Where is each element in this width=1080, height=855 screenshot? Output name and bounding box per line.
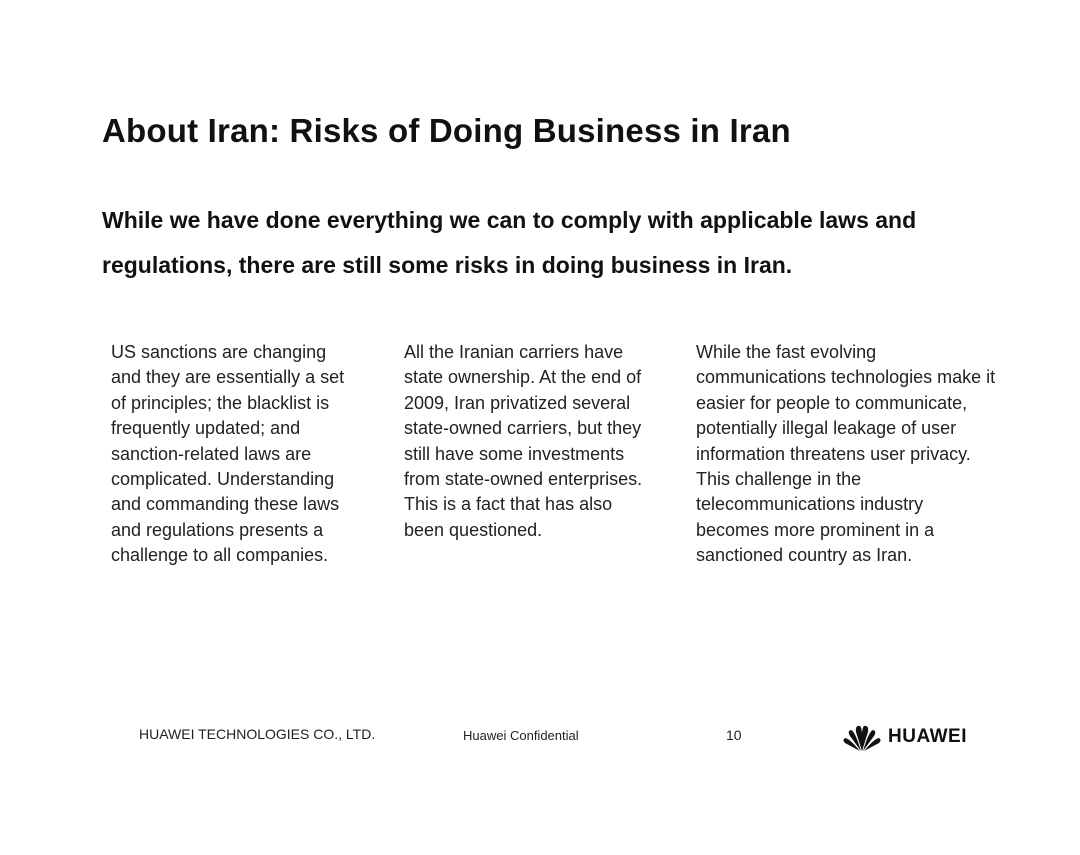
column-text: All the Iranian carriers have state ownership. At the end of 2009, Iran privatized several state-owned carriers, but they still have some investments from state-owned enterprises. This is a fact that has also been questioned. (404, 342, 643, 540)
column-text: US sanctions are changing and they are essentially a set of principles; the blacklist is frequently updated; and sanction-related laws are complicated. Understanding and commanding these laws and regulations presents a challenge to all companies. (111, 342, 345, 566)
column-text: While the fast evolving communications technologies make it easier for people to communicate, potentially illegal leakage of user information threatens user privacy. This challenge in the telecommunications industry becomes more prominent in a sanctioned country as Iran. (696, 342, 996, 566)
footer-confidential-label: Huawei Confidential (463, 728, 579, 743)
slide-title: About Iran: Risks of Doing Business in Iran (102, 112, 791, 149)
logo-wordmark: HUAWEI (888, 726, 967, 747)
huawei-petal-logo-icon (842, 722, 882, 752)
text-column-sanctions (111, 340, 361, 569)
page-number: 10 (726, 727, 742, 743)
text-column-user-privacy (696, 340, 996, 569)
huawei-logo (842, 720, 967, 754)
text-column-state-ownership (404, 340, 654, 543)
footer-company-name: HUAWEI TECHNOLOGIES CO., LTD. (139, 726, 376, 742)
slide-subtitle: While we have done everything we can to comply with applicable laws and regulations, there are still some risks in doing business in Iran. (102, 207, 917, 278)
